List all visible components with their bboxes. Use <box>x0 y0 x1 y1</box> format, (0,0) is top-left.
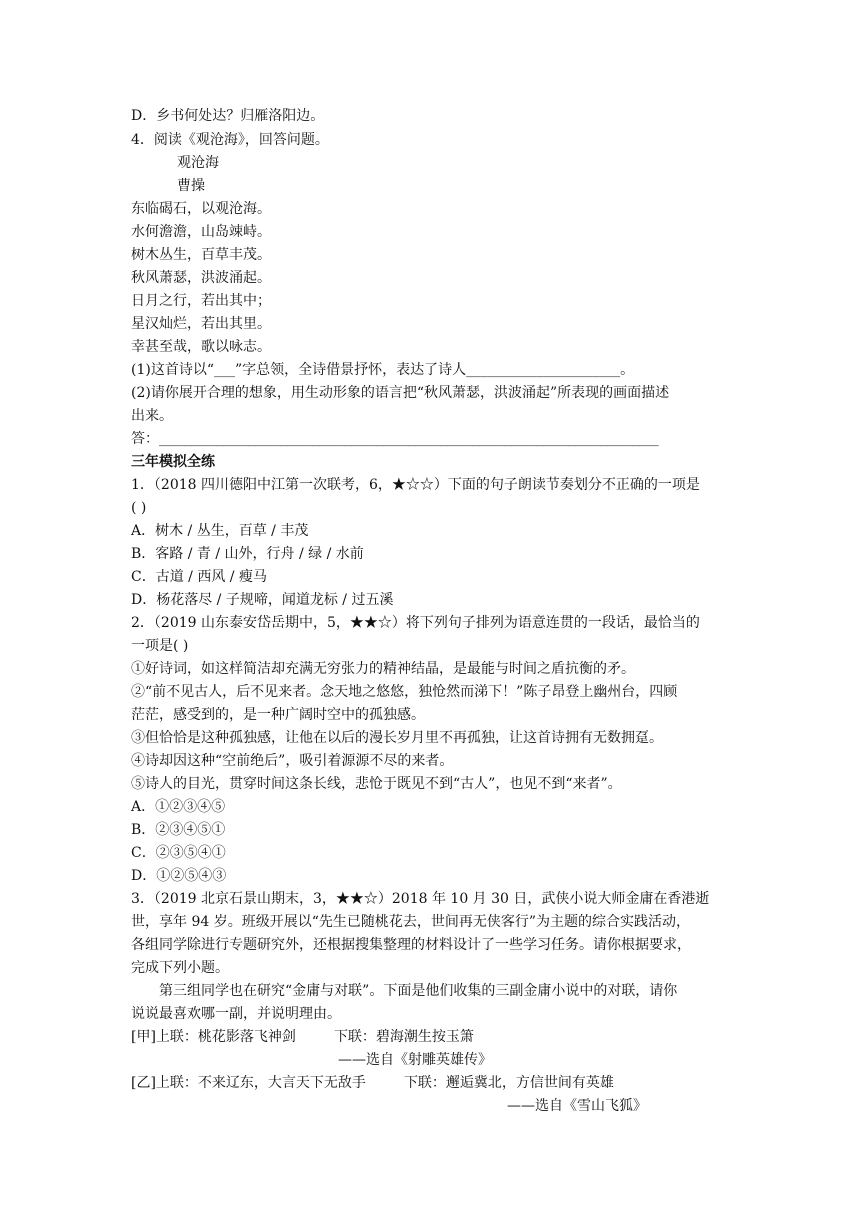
mq3-stem-line4: 完成下列小题。 <box>131 960 229 976</box>
mq2-option-d: D．①②⑤④③ <box>131 868 227 884</box>
poem-line: 秋风萧瑟，洪波涌起。 <box>131 270 271 286</box>
answer-line <box>131 429 658 450</box>
poem-line: 日月之行，若出其中； <box>131 293 271 309</box>
mq2-sentence-2a: ②“前不见古人，后不见来者。念天地之悠悠，独怆然而涕下！”陈子昂登上幽州台，四顾 <box>131 684 678 700</box>
poem-line: 东临碣石，以观沧海。 <box>131 201 271 217</box>
mq1-stem-line2: ( ) <box>131 500 147 516</box>
q1-blank-1[interactable]: ___ <box>214 362 235 378</box>
mq1-option-b: B．客路 / 青 / 山外，行舟 / 绿 / 水前 <box>131 546 364 562</box>
poem-title: 观沧海 <box>177 155 219 171</box>
question-4-2-line2: 出来。 <box>131 408 173 424</box>
couplet-yi-lower: 下联：邂逅冀北，方信世间有英雄 <box>403 1075 614 1091</box>
q1-text-a: (1)这首诗以“ <box>131 362 214 378</box>
poem-line: 幸甚至哉，歌以咏志。 <box>131 339 271 355</box>
couplet-jia-lower: 下联：碧海潮生按玉箫 <box>333 1029 474 1045</box>
mq3-stem-line3: 各组同学除进行专题研究外，还根据搜集整理的材料设计了一些学习任务。请你根据要求， <box>131 937 691 953</box>
mq2-sentence-2b: 茫茫，感受到的，是一种广阔时空中的孤独感。 <box>131 707 425 723</box>
mq2-option-c: C．②③⑤④① <box>131 845 226 861</box>
mq2-stem-line2: 一项是( ) <box>131 638 189 654</box>
q1-text-b: ”字总领，全诗借景抒怀，表达了诗人 <box>235 362 467 378</box>
mq1-option-c: C．古道 / 西风 / 瘦马 <box>131 569 267 585</box>
poem-line: 星汉灿烂，若出其里。 <box>131 316 271 332</box>
poem-line: 水何澹澹，山岛竦峙。 <box>131 224 271 240</box>
mq3-para-line2: 说说最喜欢哪一副，并说明理由。 <box>131 1006 341 1022</box>
mq1-option-a: A．树木 / 丛生，百草 / 丰茂 <box>131 523 309 539</box>
couplet-yi <box>131 1073 614 1094</box>
option-d-line: D．乡书何处达？归雁洛阳边。 <box>131 108 325 124</box>
mq2-option-a: A．①②③④⑤ <box>131 799 226 815</box>
q1-text-c: 。 <box>620 362 635 378</box>
q1-blank-2[interactable]: ______________________ <box>466 362 621 378</box>
mq2-sentence-3: ③但恰恰是这种孤独感，让他在以后的漫长岁月里不再孤独，让这首诗拥有无数拥趸。 <box>131 730 663 746</box>
couplet-jia-upper: [甲]上联：桃花影落飞神剑 <box>131 1029 296 1045</box>
mq3-stem-line2: 世，享年 94 岁。班级开展以“先生已随桃花去，世间再无侠客行”为主题的综合实践活动， <box>131 914 691 930</box>
mq3-stem-line1: 3．（2019 北京石景山期末，3，★★☆）2018 年 10 月 30 日，武侠小说大师金庸在香港逝 <box>131 891 710 907</box>
mq2-sentence-1: ①好诗词，如这样简洁却充满无穷张力的精神结晶，是最能与时间之盾抗衡的矛。 <box>131 661 635 677</box>
answer-label: 答： <box>131 431 159 447</box>
answer-blank[interactable]: ______________________________________________________________________________ <box>159 431 659 447</box>
mq2-option-b: B．②③④⑤① <box>131 822 226 838</box>
question-4-prompt: 4．阅读《观沧海》，回答问题。 <box>131 132 329 148</box>
poem-author: 曹操 <box>177 178 205 194</box>
mq2-sentence-4: ④诗却因这种“空前绝后”，吸引着源源不尽的来者。 <box>131 753 454 769</box>
poem-line: 树木丛生，百草丰茂。 <box>131 247 271 263</box>
question-4-2-line1: (2)请你展开合理的想象，用生动形象的语言把“秋风萧瑟，洪波涌起”所表现的画面描述 <box>131 385 670 401</box>
couplet-jia-source: ——选自《射雕英雄传》 <box>338 1052 492 1068</box>
couplet-jia <box>131 1027 474 1048</box>
question-4-1 <box>131 360 634 381</box>
couplet-yi-upper: [乙]上联：不来辽东，大言天下无敌手 <box>131 1075 366 1091</box>
couplet-yi-source: ——选自《雪山飞狐》 <box>507 1098 647 1114</box>
mq3-para-line1: 第三组同学也在研究“金庸与对联”。下面是他们收集的三副金庸小说中的对联，请你 <box>159 983 678 999</box>
mq1-option-d: D．杨花落尽 / 子规啼，闻道龙标 / 过五溪 <box>131 592 394 608</box>
section-title: 三年模拟全练 <box>131 454 215 470</box>
mq1-stem-line1: 1．（2018 四川德阳中江第一次联考，6，★☆☆）下面的句子朗读节奏划分不正确的一项是 <box>131 477 700 493</box>
mq2-sentence-5: ⑤诗人的目光，贯穿时间这条长线，悲怆于既见不到“古人”，也见不到“来者”。 <box>131 776 622 792</box>
mq2-stem-line1: 2．（2019 山东泰安岱岳期中，5，★★☆）将下列句子排列为语意连贯的一段话，最恰当的 <box>131 615 700 631</box>
